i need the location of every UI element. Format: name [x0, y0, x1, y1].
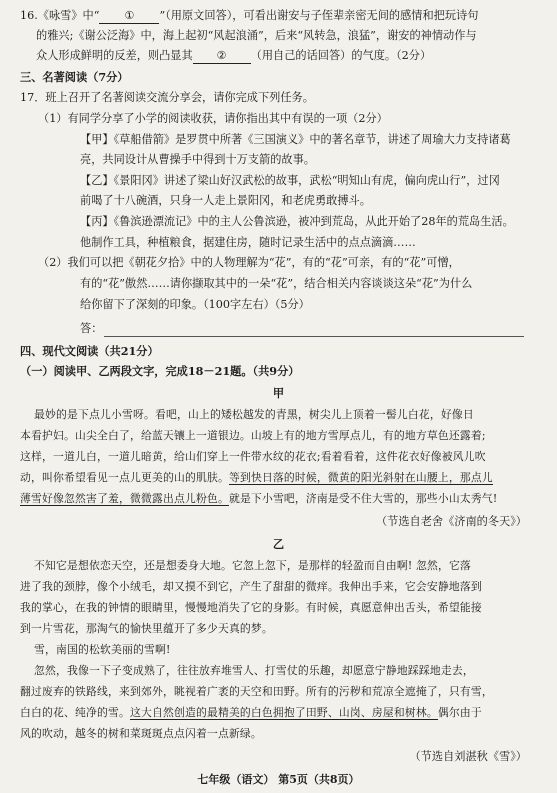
passage-jia-line-5: [20, 492, 497, 506]
q17-sub2-line-2: 有的“花”傲然……请你撷取其中的一朵“花”，结合相关内容谈谈这朵“花”为什么: [80, 277, 473, 290]
q16-text-a: 16.《咏雪》中“: [20, 9, 100, 22]
q16-text-b: ”（用原文回答），可看出谢安与子侄辈亲密无间的感情和把玩诗句: [159, 9, 479, 22]
answer-line: [104, 336, 524, 337]
passage-yi-text: 白白的花、纯净的雪。: [20, 706, 130, 719]
q16-line-3: [36, 49, 431, 64]
section3-title: 三、名著阅读（7分）: [20, 70, 129, 84]
q16-line-2: 的雅兴;《谢公泛海》中，海上起初“风起浪涌”，后来“风转急，浪猛”，谢安的神情动作与: [36, 29, 477, 42]
q16-line-1: [20, 9, 478, 24]
passage-jia-line-3: 这样，一道儿白，一道儿暗黄，给山们穿上一件带水纹的花衣;看着看着，这件花衣好像被风儿吹: [20, 450, 486, 463]
q17-option-yi-2: 前喝了十八碗酒，只身一人走上景阳冈，和老虎勇敢搏斗。: [80, 194, 371, 207]
q17-option-yi-1: 【乙】《景阳冈》讲述了梁山好汉武松的故事，武松“明知山有虎，偏向虎山行”，过冈: [80, 174, 500, 187]
q17-sub2-line-1: （2）我们可以把《朝花夕拾》中的人物理解为“花”，有的“花”可亲，有的“花”可憎，: [38, 256, 460, 269]
passage-jia-underlined-1: 等到快日落的时候，微黄的阳光斜射在山腰上，那点儿: [228, 471, 493, 484]
q16-text-c: 众人形成鲜明的反差，则凸显其: [36, 49, 193, 62]
passage-yi-line-5: 雪，南国的松软美丽的雪啊!: [34, 643, 171, 656]
q17-sub1: （1）有同学分享了小学的阅读收获，请你指出其中有误的一项（2分）: [38, 112, 388, 125]
q17-option-bing-1: 【丙】《鲁滨逊漂流记》中的主人公鲁滨逊，被冲到荒岛，从此开始了28年的荒岛生活。: [80, 215, 514, 228]
passage-jia-source: （节选自老舍《济南的冬天》）: [375, 515, 527, 528]
q17-option-bing-2: 他制作工具，种植粮食，据建住房，随时记录生活中的点点滴滴……: [80, 236, 416, 249]
q17-intro: 17．班上召开了名著阅读交流分享会，请你完成下列任务。: [20, 91, 314, 104]
passage-jia-underlined-2: 薄雪好像忽然害了羞，微微露出点儿粉色。: [20, 492, 229, 505]
passage-jia-text-end: 就是下小雪吧，济南是受不住大雪的，那些小山太秀气!: [228, 492, 498, 505]
q16-blank-1: ①: [99, 9, 159, 24]
passage-yi-line-4: 到一片雪花，那淘气的愉快里蕴开了多少天真的梦。: [20, 622, 273, 635]
section4-title: 四、现代文阅读（共21分）: [20, 344, 159, 358]
passage-jia-heading: 甲: [272, 386, 285, 400]
passage-jia-text: 动，叫你希望看见一点儿更美的山的肌肤。: [20, 471, 229, 484]
part1-title: （一）阅读甲、乙两段文字，完成18－21题。（共9分）: [20, 364, 300, 378]
passage-yi-line-9: 风的吹动，越冬的树和菜斑斑点点闪着一点新绿。: [20, 727, 262, 740]
passage-jia-line-2: 本看护妇。山尖全白了，给蓝天镶上一道银边。山坡上有的地方雪厚点儿，有的地方草色还露着;: [20, 429, 486, 442]
q17-answer-label: 答：: [80, 322, 103, 335]
q17-option-jia-2: 亮，共同设计从曹操手中得到十万支箭的故事。: [80, 153, 315, 166]
passage-yi-heading: 乙: [272, 537, 285, 551]
q16-blank-2: ②: [193, 49, 251, 64]
q16-text-d: （用自己的话回答）的气度。（2分）: [250, 49, 432, 62]
passage-yi-underlined: 这大自然创造的最精美的白色拥抱了田野、山岗、房屋和树林。: [129, 706, 438, 719]
passage-yi-line-1: 不知它是想依恋天空，还是想委身大地。它忽上忽下，是那样的轻盈而自由啊! 忽然，它落: [34, 559, 472, 572]
passage-yi-line-3: 我的掌心，在我的钟情的眼睛里，慢慢地消失了它的身影。有时候，真愿意伸出舌头，希望能接: [20, 601, 482, 614]
passage-yi-text-end: 偶尔由于: [437, 706, 482, 719]
passage-yi-line-6: 忽然，我像一下子变成熟了，往往放弃堆雪人、打雪仗的乐趣，却愿意宁静地踩踩地走去，: [34, 664, 474, 677]
passage-jia-line-4: [20, 471, 493, 485]
passage-yi-line-7: 翻过废弃的铁路线，来到郊外，眺视着广袤的天空和田野。所有的污秽和荒凉全遮掩了，只有雪，: [20, 685, 493, 698]
passage-jia-line-1: 最妙的是下点儿小雪呀。看吧，山上的矮松越发的青黑，树尖儿上顶着一髻儿白花，好像日: [34, 408, 474, 421]
q17-option-jia-1: 【甲】《草船借箭》是罗贯中所著《三国演义》中的著名章节，讲述了周瑜大力支持诸葛: [80, 133, 511, 146]
passage-yi-line-8: [20, 706, 482, 720]
page-footer: 七年级（语文） 第5页（共8页）: [197, 773, 360, 786]
passage-yi-line-2: 进了我的颈脖，像个小绒毛，却又摸不到它，产生了甜甜的微痒。我伸出手来，它会安静地落到: [20, 580, 482, 593]
q17-sub2-line-3: 给你留下了深刻的印象。（100字左右）（5分）: [80, 298, 310, 311]
passage-yi-source: （节选自刘湛秋《雪》）: [409, 750, 527, 763]
